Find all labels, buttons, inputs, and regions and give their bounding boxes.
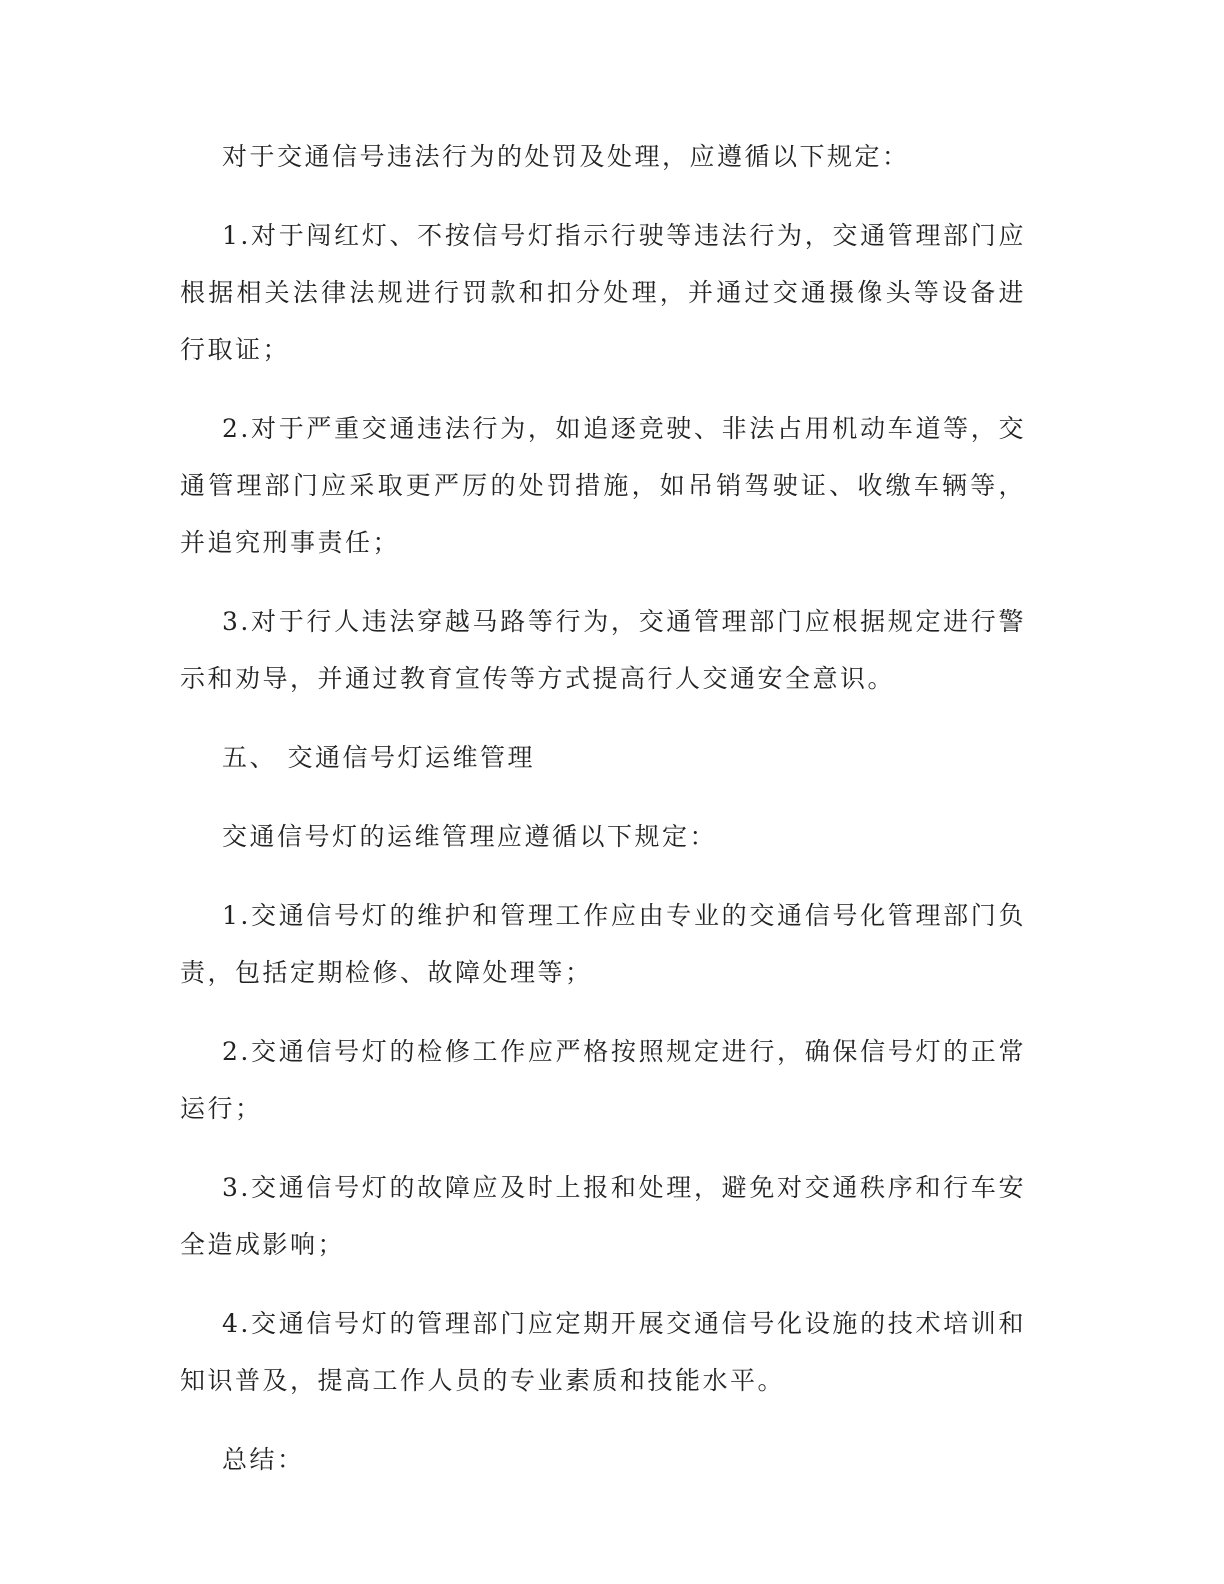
- paragraph-summary-label: 总结：: [222, 1445, 305, 1474]
- paragraph-maintenance-item-3: 3.交通信号灯的故障应及时上报和处理，避免对交通秩序和行车安全造成影响；: [180, 1173, 1026, 1259]
- paragraph-penalty-item-3: 3.对于行人违法穿越马路等行为，交通管理部门应根据规定进行警示和劝导，并通过教育宣传等方式提高行人交通安全意识。: [180, 607, 1026, 693]
- paragraph-maintenance-intro: 交通信号灯的运维管理应遵循以下规定：: [222, 822, 718, 851]
- paragraph-penalty-item-1: 1.对于闯红灯、不按信号灯指示行驶等违法行为，交通管理部门应根据相关法律法规进行罚款和扣分处理，并通过交通摄像头等设备进行取证；: [180, 221, 1026, 364]
- paragraph-maintenance-item-4: 4.交通信号灯的管理部门应定期开展交通信号化设施的技术培训和知识普及，提高工作人员的专业素质和技能水平。: [180, 1309, 1026, 1395]
- document-body: [180, 128, 1026, 1510]
- paragraph-maintenance-item-2: 2.交通信号灯的检修工作应严格按照规定进行，确保信号灯的正常运行；: [180, 1037, 1026, 1123]
- paragraph-maintenance-item-1: 1.交通信号灯的维护和管理工作应由专业的交通信号化管理部门负责，包括定期检修、故障处理等；: [180, 901, 1026, 987]
- paragraph-penalty-intro: 对于交通信号违法行为的处罚及处理，应遵循以下规定：: [222, 142, 910, 171]
- section-heading-maintenance: 五、 交通信号灯运维管理: [222, 743, 535, 772]
- paragraph-penalty-item-2: 2.对于严重交通违法行为，如追逐竞驶、非法占用机动车道等，交通管理部门应采取更严厉的处罚措施，如吊销驾驶证、收缴车辆等，并追究刑事责任；: [180, 414, 1026, 557]
